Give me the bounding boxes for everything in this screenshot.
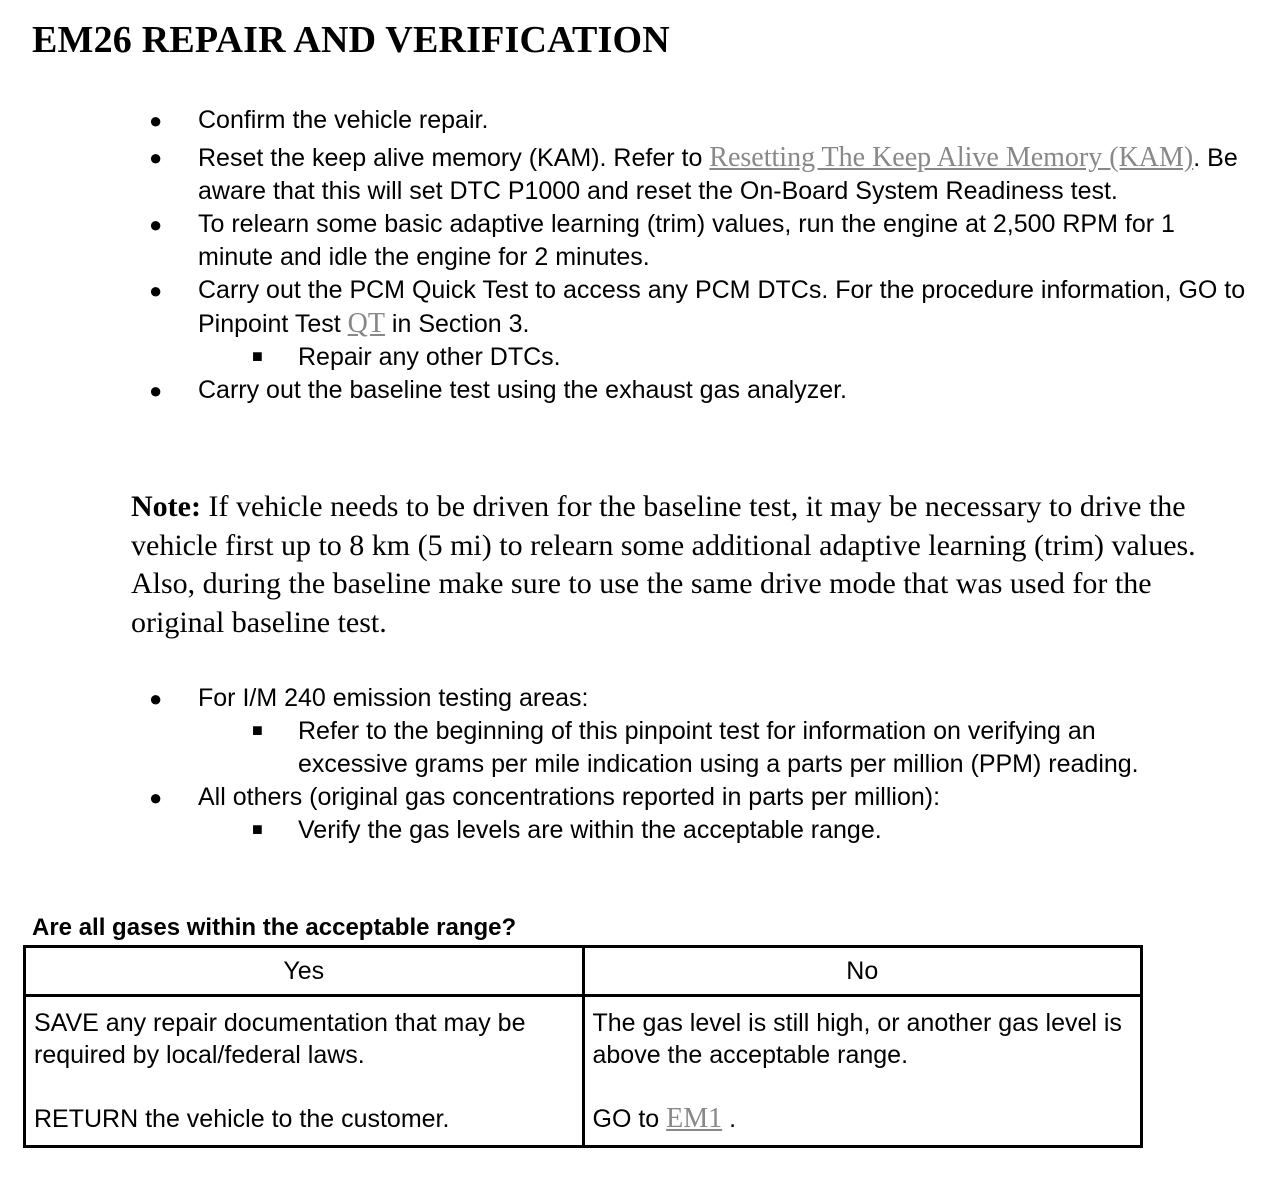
steps-list-a [140, 104, 1250, 407]
square-bullet-icon: ■ [252, 720, 263, 740]
yes-instruction: RETURN the vehicle to the customer. [34, 1105, 450, 1133]
list-item [140, 374, 1250, 407]
decision-table [23, 945, 1143, 1148]
list-subitem [140, 341, 1250, 374]
substep-text: Repair any other DTCs. [298, 343, 561, 371]
step-text: Confirm the vehicle repair. [198, 106, 489, 134]
list-item [140, 781, 1200, 814]
no-goto [593, 1103, 1133, 1135]
list-item [140, 682, 1200, 715]
list-item [140, 274, 1250, 341]
yes-header: Yes [25, 947, 584, 996]
step-text: Carry out the PCM Quick Test to access any PCM DTCs. For the procedure information, GO to Pinpoint Test [198, 276, 1246, 338]
note-paragraph [131, 488, 1221, 642]
no-instruction: The gas level is still high, or another gas level is above the acceptable range. [592, 1009, 1122, 1069]
substep-text: Refer to the beginning of this pinpoint test for information on verifying an excessive grams per mile indication using a parts per million (PPM) reading. [298, 717, 1139, 778]
yes-cell [25, 996, 584, 1147]
bullet-icon: ● [149, 686, 163, 711]
goto-text: GO to [592, 1105, 667, 1133]
step-text: To relearn some basic adaptive learning (trim) values, run the engine at 2,500 RPM for 1 minute and idle the engine for 2 minutes. [198, 210, 1175, 271]
step-text: Carry out the baseline test using the exhaust gas analyzer. [198, 376, 847, 404]
bullet-icon: ● [149, 378, 163, 403]
kam-reset-link[interactable]: Resetting The Keep Alive Memory (KAM) [709, 142, 1194, 173]
steps-list-b [140, 682, 1200, 847]
bullet-icon: ● [149, 785, 163, 810]
step-text: All others (original gas concentrations reported in parts per million): [198, 783, 941, 811]
em1-link[interactable]: EM1 [666, 1103, 723, 1134]
note-label: Note: [131, 490, 201, 523]
table-header-row [25, 947, 1142, 996]
list-subitem [140, 814, 1200, 847]
yes-instruction: SAVE any repair documentation that may be required by local/federal laws. [34, 1009, 526, 1069]
step-text: For I/M 240 emission testing areas: [198, 684, 589, 712]
list-item [140, 104, 1250, 137]
list-item [140, 208, 1250, 274]
step-text: in Section 3. [384, 310, 530, 338]
square-bullet-icon: ■ [252, 346, 263, 366]
list-item [140, 141, 1250, 208]
note-text: If vehicle needs to be driven for the baseline test, it may be necessary to drive the vehicle first up to 8 km (5 mi) to relearn some additional adaptive learning (trim) values. Also, during the baseline make sure to use the same drive mode that was used for the original baseline test. [131, 490, 1196, 639]
bullet-icon: ● [149, 145, 163, 170]
pinpoint-test-qt-link[interactable]: QT [347, 308, 385, 339]
table-row [25, 996, 1142, 1147]
bullet-icon: ● [149, 212, 163, 237]
question-heading: Are all gases within the acceptable range? [32, 914, 517, 941]
bullet-icon: ● [149, 278, 163, 303]
square-bullet-icon: ■ [252, 819, 263, 839]
bullet-icon: ● [149, 108, 163, 133]
step-text: Reset the keep alive memory (KAM). Refer to [198, 144, 710, 172]
goto-end: . [722, 1105, 737, 1133]
no-cell [583, 996, 1142, 1147]
substep-text: Verify the gas levels are within the acceptable range. [298, 816, 882, 844]
step-text: . Be aware that this will set DTC P1000 and reset the On-Board System Readiness test. [198, 144, 1238, 205]
page-title: EM26 REPAIR AND VERIFICATION [32, 19, 670, 61]
list-subitem [140, 715, 1200, 781]
no-header: No [583, 947, 1142, 996]
